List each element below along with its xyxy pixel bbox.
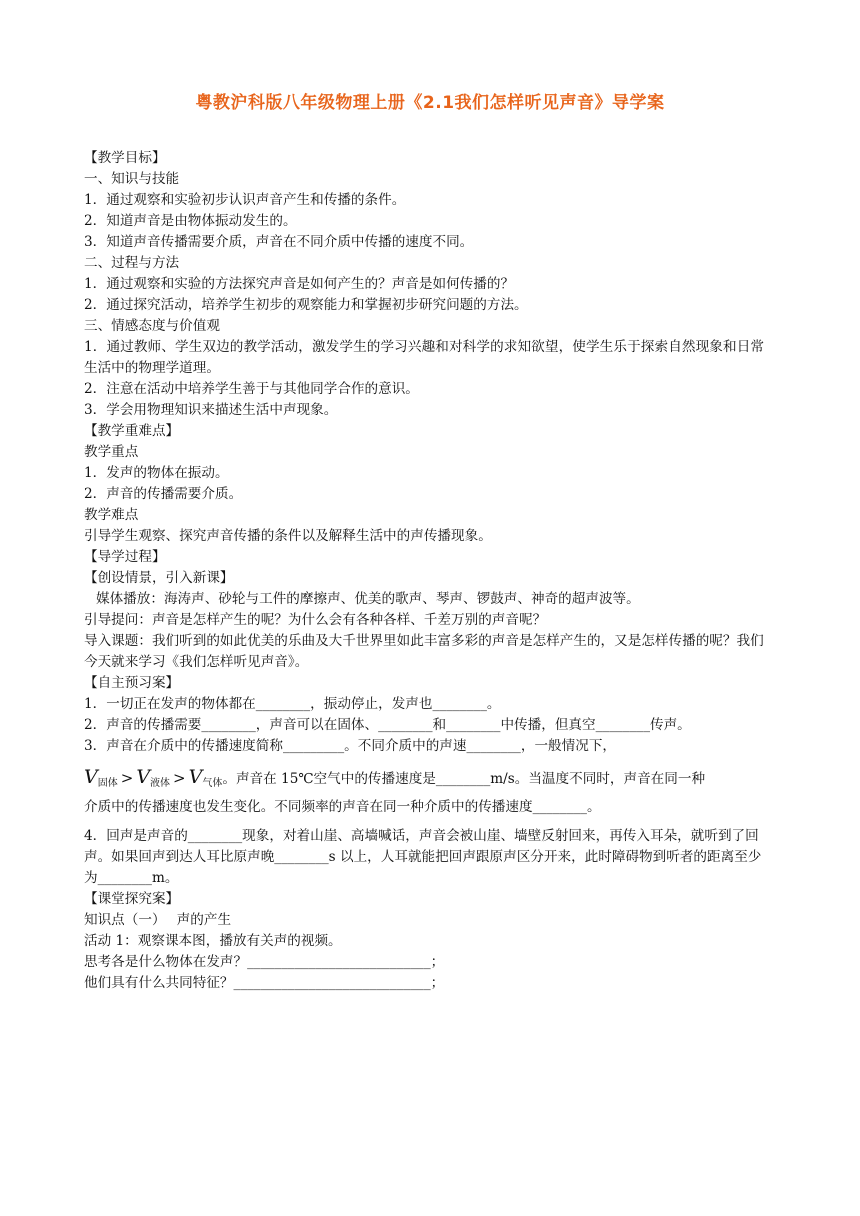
formula-sub-solid: 固体 — [97, 778, 118, 789]
subsection-heading: 教学难点 — [84, 507, 139, 523]
text-line: 2．通过探究活动，培养学生初步的观察能力和掌握初步研究问题的方法。 — [84, 297, 528, 313]
knowledge-point-heading: 知识点（一） 声的产生 — [84, 912, 232, 928]
speed-formula-line — [84, 757, 764, 797]
text-line: 2．知道声音是由物体振动发生的。 — [84, 213, 297, 229]
text-line: 1．通过观察和实验的方法探究声音是如何产生的？声音是如何传播的？ — [84, 276, 515, 292]
text-line: 介质中的传播速度也发生变化。不同频率的声音在同一种介质中的传播速度________。 — [84, 799, 601, 815]
text-line: 1．发声的物体在振动。 — [84, 465, 229, 481]
text-paragraph: 1．通过教师、学生双边的教学活动，激发学生的学习兴趣和对科学的求知欲望，使学生乐于探索自然现象和日常生活中的物理学道理。 — [84, 339, 764, 376]
activity-line: 活动 1：观察课本图，播放有关声的视频。 — [84, 933, 342, 949]
text-line: 3．学会用物理知识来描述生活中声现象。 — [84, 402, 338, 418]
formula-sub-liquid: 液体 — [150, 778, 171, 789]
formula-v-liquid: V — [136, 766, 151, 788]
question-2: 2．声音的传播需要________，声音可以在固体、________和________中传播，但真空________传声。 — [84, 717, 691, 733]
formula-v-solid: V — [84, 766, 98, 788]
section-heading: 【创设情景，引入新课】 — [84, 570, 234, 586]
formula-tail-text: 。声音在 15℃空气中的传播速度是________m/s。当温度不同时，声音在同一种 — [222, 771, 706, 787]
thinking-question-2: 他们具有什么共同特征？_____________________________； — [84, 975, 445, 991]
text-line: 引导学生观察、探究声音传播的条件以及解释生活中的声传播现象。 — [84, 528, 492, 544]
formula-sub-gas: 气体 — [202, 778, 223, 789]
thinking-question-1: 思考各是什么物体在发声？___________________________； — [84, 954, 445, 970]
question-3: 3．声音在介质中的传播速度简称_________。不同介质中的声速________，一般情况下， — [84, 738, 617, 754]
formula-gt: > — [120, 769, 134, 787]
subsection-heading: 教学重点 — [84, 444, 139, 460]
document-body — [84, 148, 764, 994]
question-1: 1．一切正在发声的物体都在________，振动停止，发声也________。 — [84, 696, 501, 712]
subsection-heading: 一、知识与技能 — [84, 171, 180, 187]
text-line: 3．知道声音传播需要介质，声音在不同介质中传播的速度不同。 — [84, 234, 474, 250]
text-line: 1．通过观察和实验初步认识声音产生和传播的条件。 — [84, 192, 406, 208]
section-heading: 【课堂探究案】 — [84, 891, 180, 907]
subsection-heading: 三、情感态度与价值观 — [84, 318, 220, 334]
section-heading: 【自主预习案】 — [84, 675, 180, 691]
formula-v-gas: V — [188, 766, 203, 788]
subsection-heading: 二、过程与方法 — [84, 255, 180, 271]
document-title: 粤教沪科版八年级物理上册《2.1我们怎样听见声音》导学案 — [195, 93, 665, 113]
text-line: 2．注意在活动中培养学生善于与其他同学合作的意识。 — [84, 381, 419, 397]
text-line: 2．声音的传播需要介质。 — [84, 486, 243, 502]
text-line: 引导提问：声音是怎样产生的呢？为什么会有各种各样、千差万别的声音呢？ — [84, 612, 547, 628]
section-heading: 【教学重难点】 — [84, 423, 180, 439]
section-heading: 【教学目标】 — [84, 150, 166, 166]
question-4: 4．回声是声音的________现象，对着山崖、高墙喊话，声音会被山崖、墙壁反射回来，再传入耳朵，就听到了回声。如果回声到达人耳比原声晚________s 以上，人耳就能把回声跟原声区分开来，此时障碍物到听者的距离至少为________m。 — [84, 828, 762, 886]
text-line: 媒体播放：海涛声、砂轮与工件的摩擦声、优美的歌声、琴声、锣鼓声、神奇的超声波等。 — [96, 591, 640, 607]
formula-gt: > — [173, 769, 186, 787]
text-paragraph: 导入课题：我们听到的如此优美的乐曲及大千世界里如此丰富多彩的声音是怎样产生的，又是怎样传播的呢？我们今天就来学习《我们怎样听见声音》。 — [84, 633, 764, 670]
section-heading: 【导学过程】 — [84, 549, 166, 565]
